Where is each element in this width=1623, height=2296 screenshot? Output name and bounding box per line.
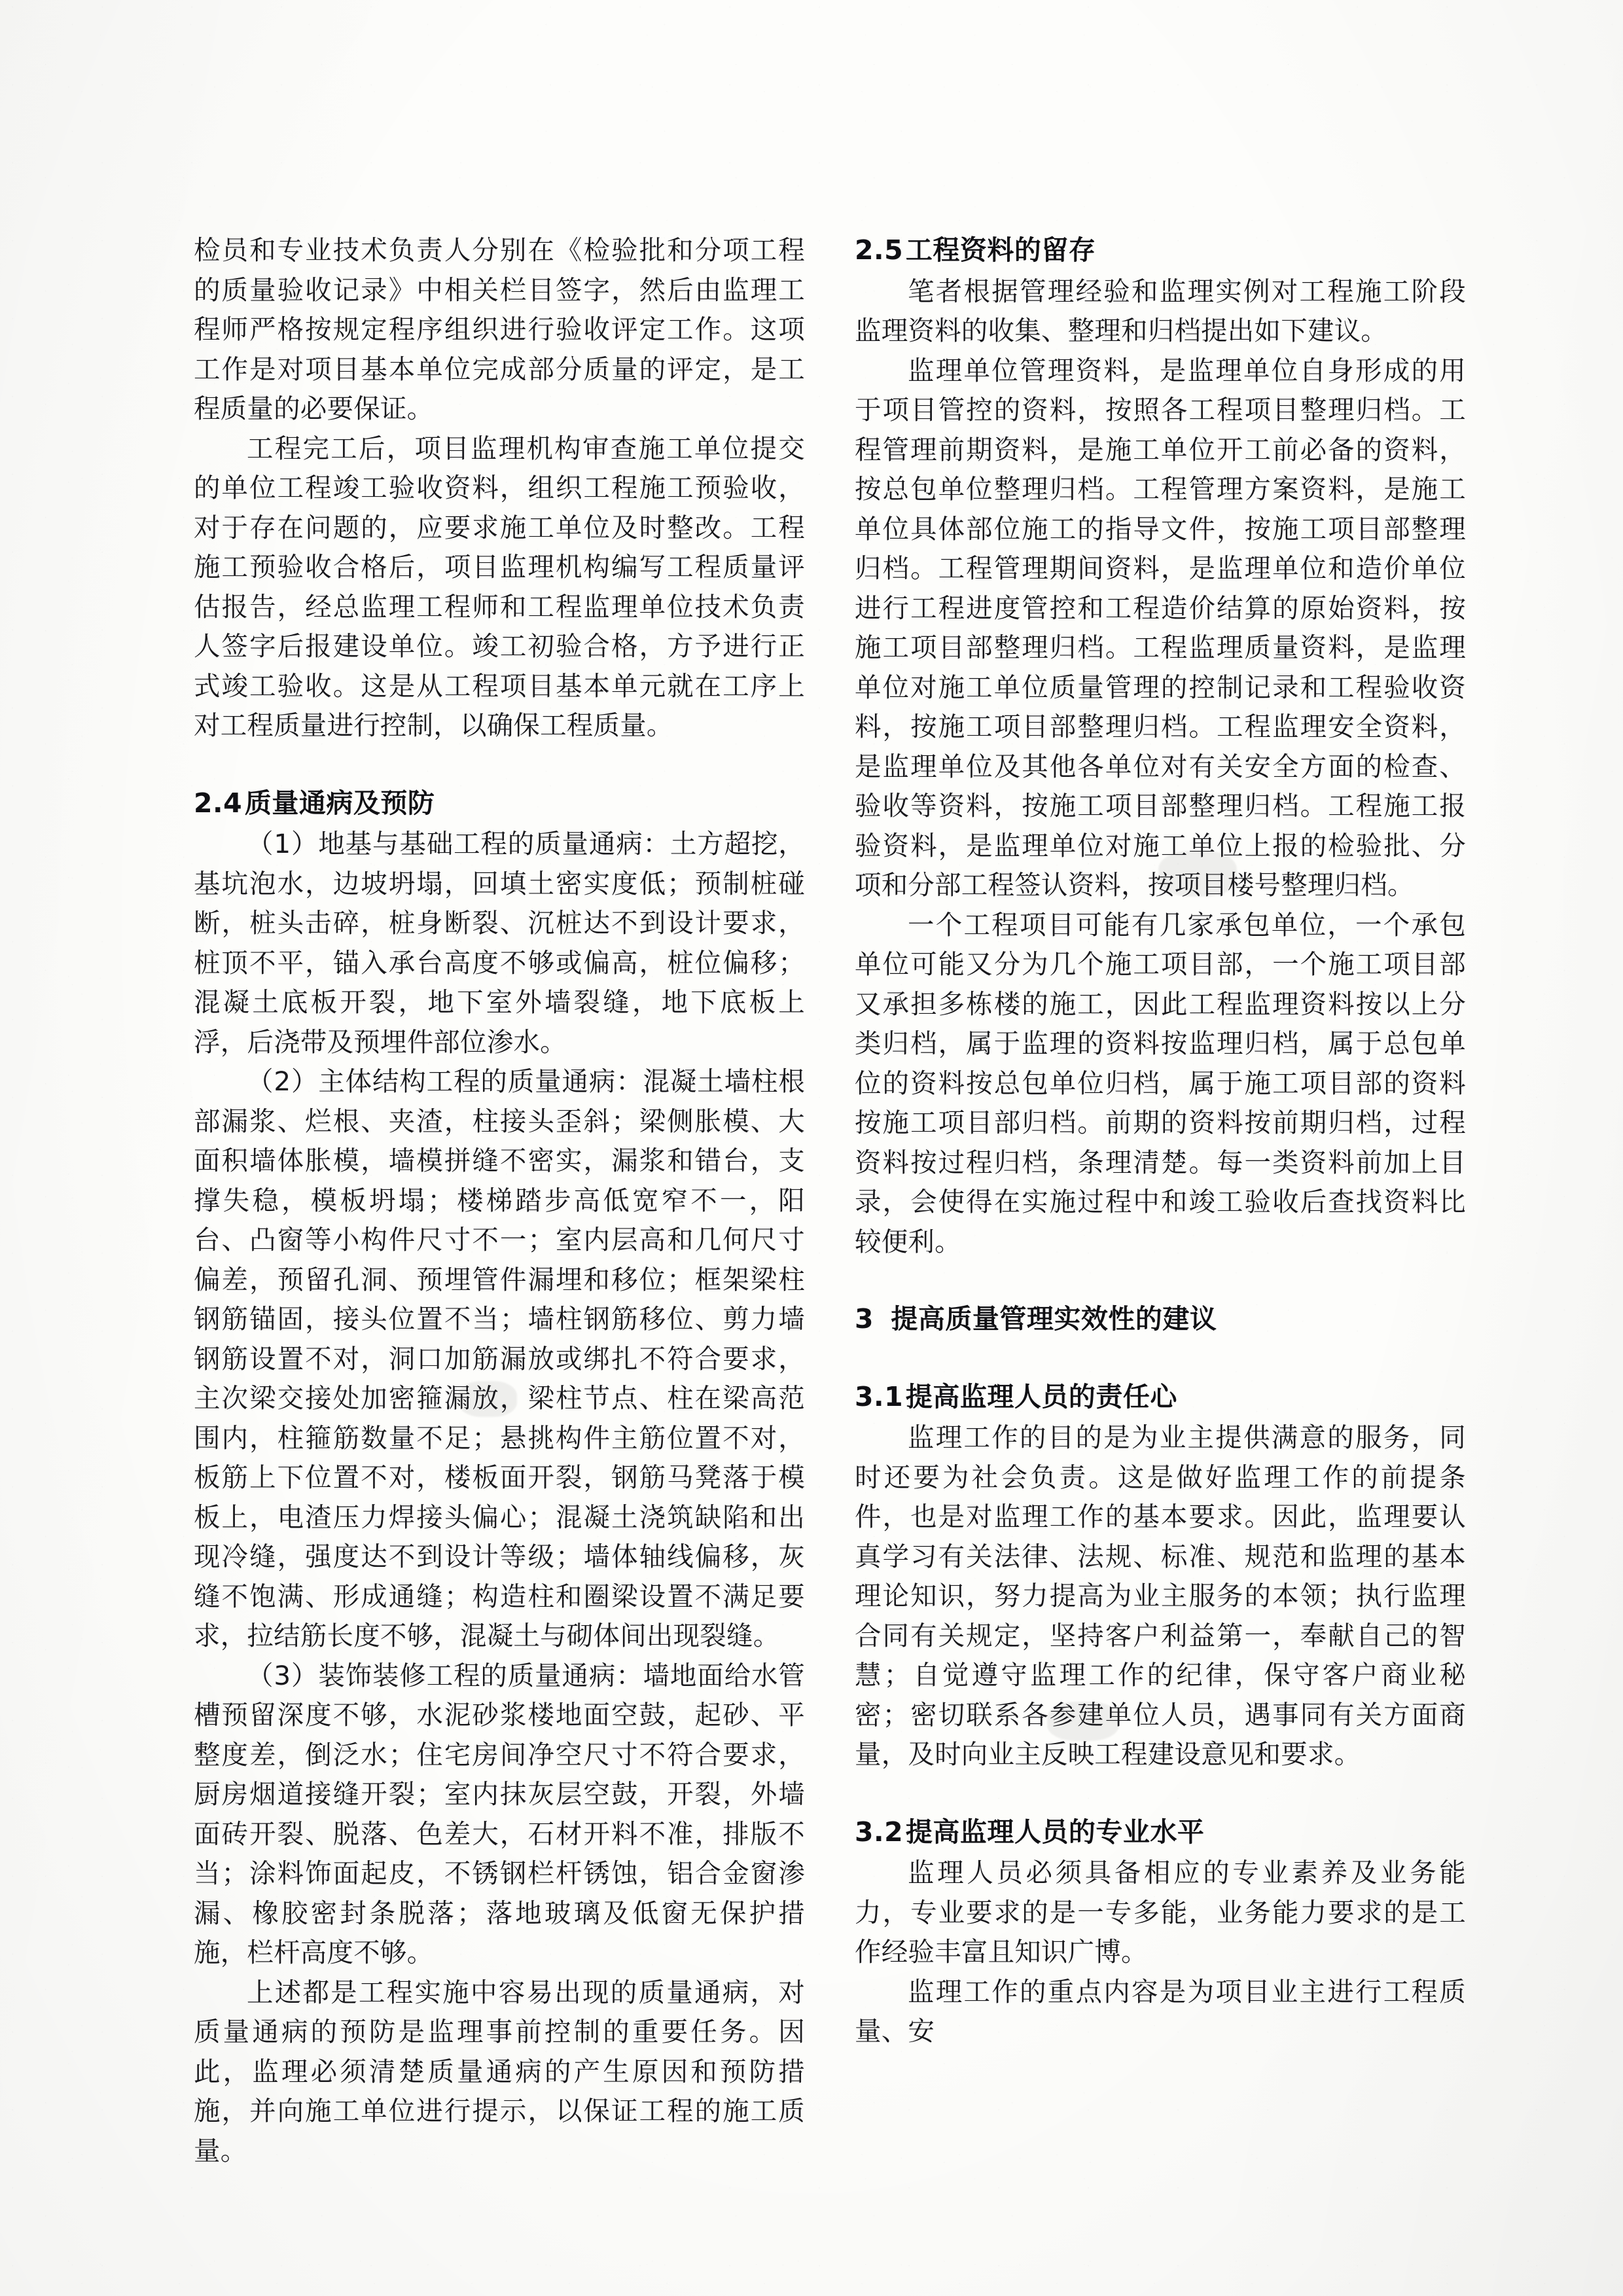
paragraph: （2）主体结构工程的质量通病：混凝土墙柱根部漏浆、烂根、夹渣，柱接头歪斜；梁侧胀模、大面积墙体胀模，墙模拼缝不密实，漏浆和错台，支撑失稳，模板坍塌；楼梯踏步高低宽窄不一，阳台、凸窗等小构件尺寸不一；室内层高和几何尺寸偏差，预留孔洞、预埋管件漏埋和移位；框架梁柱钢筋锚固，接头位置不当；墙柱钢筋移位、剪力墙钢筋设置不对，洞口加筋漏放或绑扎不符合要求，主次梁交接处加密箍漏放，梁柱节点、柱在梁高范围内，柱箍筋数量不足；悬挑构件主筋位置不对，板筋上下位置不对，楼板面开裂，钢筋马凳落于模板上，电渣压力焊接头偏心；混凝土浇筑缺陷和出现冷缝，强度达不到设计等级；墙体轴线偏移，灰缝不饱满、形成通缝；构造柱和圈梁设置不满足要求，拉结筋长度不够，混凝土与砌体间出现裂缝。	[194, 1066, 805, 1651]
section-title: 提高监理人员的专业水平	[905, 1816, 1205, 1848]
section-title: 提高监理人员的责任心	[905, 1380, 1177, 1412]
two-column-body	[194, 230, 1466, 2166]
section-number: 3.1	[855, 1380, 904, 1412]
right-column	[855, 230, 1466, 2056]
section-heading-3	[855, 1299, 1466, 1339]
section-heading-3-1	[855, 1377, 1466, 1417]
section-number: 3	[855, 1303, 874, 1335]
section-heading-3-2	[855, 1812, 1466, 1852]
section-title: 提高质量管理实效性的建议	[891, 1303, 1217, 1335]
paragraph: 上述都是工程实施中容易出现的质量通病，对质量通病的预防是监理事前控制的重要任务。因此，监理必须清楚质量通病的产生原因和预防措施，并向施工单位进行提示，以保证工程的施工质量。	[194, 1976, 805, 2166]
paragraph: 笔者根据管理经验和监理实例对工程施工阶段监理资料的收集、整理和归档提出如下建议。	[855, 275, 1466, 346]
section-number: 3.2	[855, 1816, 904, 1848]
paragraph: 工程完工后，项目监理机构审查施工单位提交的单位工程竣工验收资料，组织工程施工预验收，对于存在问题的，应要求施工单位及时整改。工程施工预验收合格后，项目监理机构编写工程质量评估报告，经总监理工程师和工程监理单位技术负责人签字后报建设单位。竣工初验合格，方予进行正式竣工验收。这是从工程项目基本单元就在工序上对工程质量进行控制，以确保工程质量。	[194, 432, 805, 741]
paragraph: （1）地基与基础工程的质量通病：土方超挖，基坑泡水，边坡坍塌，回填土密实度低；预制桩碰断，桩头击碎，桩身断裂、沉桩达不到设计要求，桩顶不平，锚入承台高度不够或偏高，桩位偏移；混凝土底板开裂，地下室外墙裂缝，地下底板上浮，后浇带及预埋件部位渗水。	[194, 828, 805, 1058]
paragraph: 一个工程项目可能有几家承包单位，一个承包单位可能又分为几个施工项目部，一个施工项目部又承担多栋楼的施工，因此工程监理资料按以上分类归档，属于监理的资料按监理归档，属于总包单位的资料按总包单位归档，属于施工项目部的资料按施工项目部归档。前期的资料按前期归档，过程资料按过程归档，条理清楚。每一类资料前加上目录，会使得在实施过程中和竣工验收后查找资料比较便利。	[855, 908, 1466, 1257]
left-column	[194, 230, 805, 2166]
section-title: 工程资料的留存	[905, 234, 1096, 266]
section-title: 质量通病及预防	[244, 787, 435, 819]
section-number: 2.4	[194, 787, 243, 819]
paragraph: （3）装饰装修工程的质量通病：墙地面给水管槽预留深度不够，水泥砂浆楼地面空鼓，起砂、平整度差，倒泛水；住宅房间净空尺寸不符合要求，厨房烟道接缝开裂；室内抹灰层空鼓，开裂，外墙面砖开裂、脱落、色差大，石材开料不准，排版不当；涂料饰面起皮，不锈钢栏杆锈蚀，铝合金窗渗漏、橡胶密封条脱落；落地玻璃及低窗无保护措施，栏杆高度不够。	[194, 1659, 805, 1968]
section-heading-2-4	[194, 783, 805, 823]
section-number: 2.5	[855, 234, 904, 266]
paragraph: 监理单位管理资料，是监理单位自身形成的用于项目管控的资料，按照各工程项目整理归档。工程管理前期资料，是施工单位开工前必备的资料，按总包单位整理归档。工程管理方案资料，是施工单位具体部位施工的指导文件，按施工项目部整理归档。工程管理期间资料，是监理单位和造价单位进行工程进度管控和工程造价结算的原始资料，按施工项目部整理归档。工程监理质量资料，是监理单位对施工单位质量管理的控制记录和工程验收资料，按施工项目部整理归档。工程监理安全资料，是监理单位及其他各单位对有关安全方面的检查、验收等资料，按施工项目部整理归档。工程施工报验资料，是监理单位对施工单位上报的检验批、分项和分部工程签认资料，按项目楼号整理归档。	[855, 354, 1466, 901]
paragraph: 检员和专业技术负责人分别在《检验批和分项工程的质量验收记录》中相关栏目签字，然后由监理工程师严格按规定程序组织进行验收评定工作。这项工作是对项目基本单位完成部分质量的评定，是工程质量的必要保证。	[194, 234, 805, 424]
paragraph: 监理工作的目的是为业主提供满意的服务，同时还要为社会负责。这是做好监理工作的前提条件，也是对监理工作的基本要求。因此，监理要认真学习有关法律、法规、标准、规范和监理的基本理论知识，努力提高为业主服务的本领；执行监理合同有关规定，坚持客户利益第一，奉献自己的智慧；自觉遵守监理工作的纪律，保守客户商业秘密；密切联系各参建单位人员，遇事同有关方面商量，及时向业主反映工程建设意见和要求。	[855, 1422, 1466, 1770]
section-heading-2-5	[855, 230, 1466, 270]
paragraph: 监理工作的重点内容是为项目业主进行工程质量、安	[855, 1975, 1466, 2047]
paragraph: 监理人员必须具备相应的专业素养及业务能力，专业要求的是一专多能，业务能力要求的是工作经验丰富且知识广博。	[855, 1857, 1466, 1967]
